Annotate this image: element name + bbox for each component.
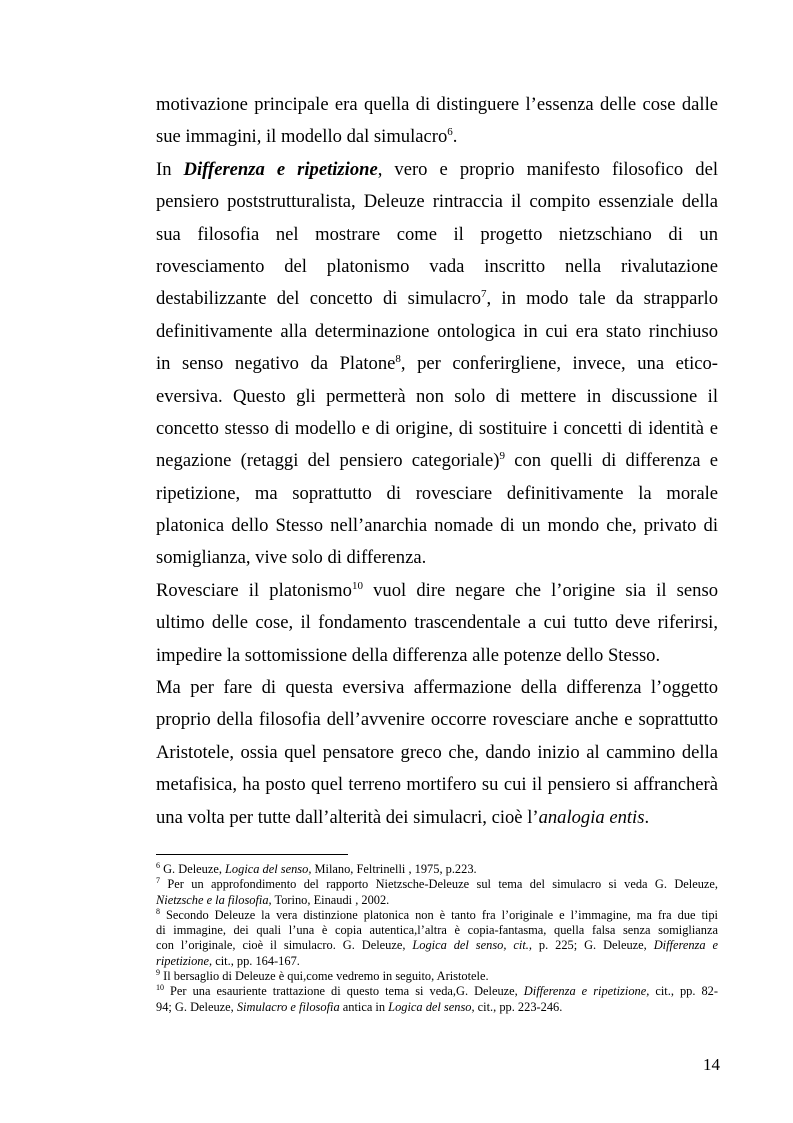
footnotes [156, 854, 718, 1015]
footnote-9: $^9$ Il bersaglio di Deleuze è qui,come vedremo in seguito, Aristotele. [156, 967, 489, 984]
footnote-ref[interactable]: 8 [395, 352, 401, 365]
footnote-8: $^8$ Secondo Deleuze la vera distinzione platonica non è tanto fra l’originale e l’immagine, ma fra due tipi [156, 906, 718, 922]
footnote-7-cont: Nietzsche e la filosofia, Torino, Einaudi , 2002. [156, 892, 390, 907]
text-line: Ma per fare di questa eversiva affermazione della differenza l’oggetto [156, 677, 718, 699]
text-line: in senso negativo da Platone$^8$, per conferirgliene, invece, una etico- [156, 352, 718, 375]
text-line: Rovesciare il platonismo$^{10}$ vuol dire negare che l’origine sia il senso [156, 579, 719, 601]
text-line: proprio della filosofia dell’avvenire occorre rovesciare anche e soprattutto [156, 709, 718, 731]
footnote-8-cont: con l’originale, cioè il simulacro. G. Deleuze, Logica del senso, cit., p. 225; G. Deleuze, Differenza e [156, 938, 719, 953]
book-title: Differenza e ripetizione [183, 158, 378, 180]
text-line: concetto stesso di modello e di origine, di sostituire i concetti di identità e [156, 417, 718, 439]
text-line: In Differenza e ripetizione, vero e proprio manifesto filosofico del [156, 158, 718, 180]
text-line: definitivamente alla determinazione ontologica in cui era stato rinchiuso [156, 320, 718, 342]
latin-term: analogia entis [538, 806, 645, 828]
main-text [156, 89, 718, 834]
text-line: sua filosofia nel mostrare come il progetto nietzschiano di un [156, 223, 718, 245]
text-line: pensiero poststrutturalista, Deleuze rintraccia il compito essenziale della [156, 191, 718, 213]
page-number: 14 [703, 1055, 720, 1074]
text-line: sue immagini, il modello dal simulacro$^6$. [156, 126, 458, 148]
footnote-10-cont: 94; G. Deleuze, Simulacro e filosofia antica in Logica del senso, cit., pp. 223-246. [156, 999, 563, 1014]
text-line: rovesciamento del platonismo vada inscritto nella rivalutazione [156, 255, 718, 277]
footnote-6: $^6$ G. Deleuze, Logica del senso, Milano, Feltrinelli , 1975, p.223. [156, 860, 477, 876]
footnote-7: $^7$ Per un approfondimento del rapporto Nietzsche-Deleuze sul tema del simulacro si veda G. Deleuze, [156, 876, 718, 892]
text-line: eversiva. Questo gli permetterà non solo di mettere in discussione il [156, 385, 718, 407]
footnote-ref[interactable]: 10 [351, 579, 363, 592]
text-line: Aristotele, ossia quel pensatore greco che, dando inizio al cammino della [156, 741, 718, 763]
footnote-10: $^{10}$ Per una esauriente trattazione di questo tema si veda,G. Deleuze, Differenza e ripetizione, cit., pp. 82- [156, 983, 718, 999]
footnote-ref[interactable]: 9 [499, 450, 505, 463]
text-line: platonica dello Stesso nell’anarchia nomade di un mondo che, privato di [156, 515, 718, 537]
footnote-8-cont: ripetizione, cit., pp. 164-167. [156, 953, 300, 968]
footnote-ref[interactable]: 6 [447, 126, 453, 139]
text-line: destabilizzante del concetto di simulacro$^7$, in modo tale da strapparlo [156, 288, 718, 310]
text-line: ripetizione, ma soprattutto di rovesciare definitivamente la morale [156, 482, 718, 504]
text-line: negazione (retaggi del pensiero categoriale)$^9$ con quelli di differenza e [156, 450, 718, 472]
text-line: una volta per tutte dall’alterità dei simulacri, cioè l’analogia entis. [156, 806, 650, 828]
footnote-8-cont: di immagine, dei quali l’una è copia autentica,l’altra è copia-fantasma, quella falsa senza somiglianza [156, 923, 718, 938]
text-line: ultimo delle cose, il fondamento trascendentale a cui tutto deve riferirsi, [156, 612, 718, 634]
text-line: somiglianza, vive solo di differenza. [156, 547, 427, 569]
text-line: metafisica, ha posto quel terreno mortifero su cui il pensiero si affrancherà [156, 774, 718, 796]
text-line: impedire la sottomissione della differenza alle potenze dello Stesso. [156, 644, 661, 666]
footnote-separator [156, 854, 348, 855]
footnote-ref[interactable]: 7 [481, 288, 487, 301]
text-line: motivazione principale era quella di distinguere l’essenza delle cose dalle [156, 94, 718, 115]
